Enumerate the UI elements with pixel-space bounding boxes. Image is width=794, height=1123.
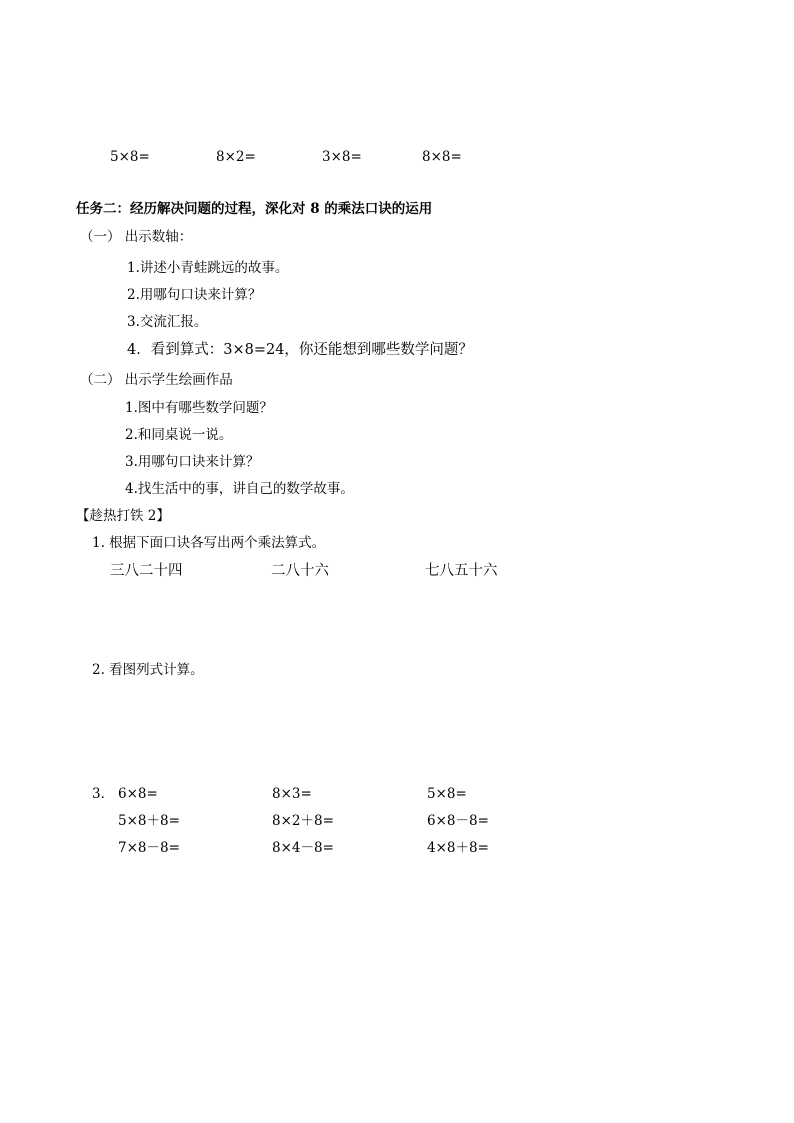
part1-item: 1.讲述小青蛙跳远的故事。 bbox=[127, 260, 289, 276]
calc-item: 5×8＋8= bbox=[118, 813, 180, 829]
calc-item: 5×8= bbox=[110, 149, 150, 165]
part1-item: 4．看到算式：3×8=24，你还能想到哪些数学问题？ bbox=[127, 342, 473, 358]
part2-heading: （二） 出示学生绘画作品 bbox=[80, 372, 233, 388]
calc-item: 7×8－8= bbox=[118, 840, 180, 856]
calc-item: 8×8= bbox=[422, 149, 462, 165]
calc-item: 5×8= bbox=[427, 786, 467, 802]
q3-row-3 bbox=[0, 842, 794, 858]
calc-item: 8×4－8= bbox=[272, 840, 334, 856]
calc-item: 8×2＋8= bbox=[272, 813, 334, 829]
calc-item: 6×8= bbox=[118, 786, 158, 802]
calc-item: 8×3= bbox=[272, 786, 312, 802]
q3-row-1 bbox=[0, 788, 794, 804]
q1-rhymes-row bbox=[0, 564, 794, 582]
rhyme-item: 二八十六 bbox=[271, 563, 329, 579]
q2-label: 2. 看图列式计算。 bbox=[92, 662, 204, 678]
part2-item: 3.用哪句口诀来计算？ bbox=[125, 454, 260, 470]
task2-title: 任务二：经历解决问题的过程，深化对 8 的乘法口诀的运用 bbox=[76, 201, 433, 217]
calc-item: 4×8＋8= bbox=[427, 840, 489, 856]
part2-item: 2.和同桌说一说。 bbox=[125, 427, 233, 443]
rhyme-item: 三八二十四 bbox=[110, 563, 183, 579]
top-calc-row bbox=[0, 151, 794, 167]
q3-row-2 bbox=[0, 815, 794, 831]
q3-number: 3． bbox=[92, 786, 115, 802]
calc-item: 8×2= bbox=[216, 149, 256, 165]
calc-item: 3×8= bbox=[322, 149, 362, 165]
part2-item: 1.图中有哪些数学问题？ bbox=[125, 400, 273, 416]
part1-item: 3.交流汇报。 bbox=[127, 314, 208, 330]
part1-item: 2.用哪句口诀来计算？ bbox=[127, 287, 262, 303]
part2-item: 4.找生活中的事，讲自己的数学故事。 bbox=[125, 481, 354, 497]
rhyme-item: 七八五十六 bbox=[425, 563, 498, 579]
practice-heading: 【趁热打铁 2】 bbox=[76, 508, 170, 524]
q1-label: 1. 根据下面口诀各写出两个乘法算式。 bbox=[92, 535, 326, 551]
part1-heading: （一） 出示数轴： bbox=[80, 229, 193, 245]
calc-item: 6×8－8= bbox=[427, 813, 489, 829]
